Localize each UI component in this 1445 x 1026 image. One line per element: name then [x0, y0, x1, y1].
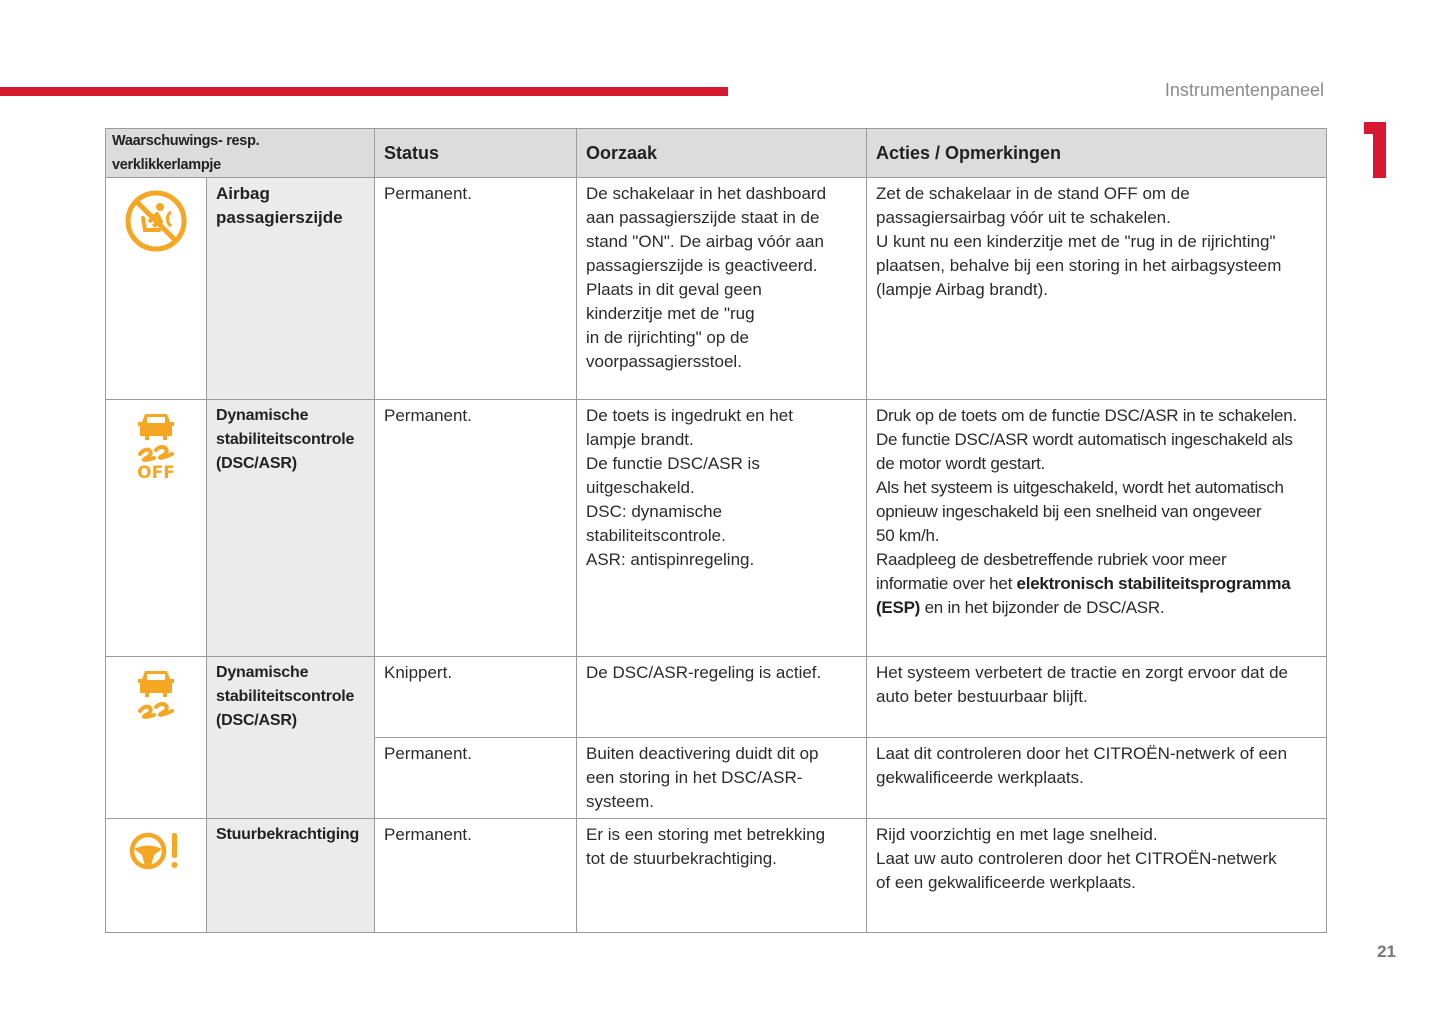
- action-line: 50 km/h.: [876, 526, 940, 545]
- lamp-name: Airbag passagierszijde: [207, 178, 375, 400]
- action-line: plaatsen, behalve bij een storing in het airbagsysteem: [876, 256, 1282, 275]
- cause-text: [577, 657, 867, 738]
- action-line: (lampje Airbag brandt).: [876, 280, 1048, 299]
- status-text: Permanent.: [375, 819, 577, 933]
- cause-line: voorpassagiersstoel.: [586, 352, 742, 371]
- actions-text: [867, 738, 1327, 819]
- cause-line: De DSC/ASR-regeling is actief.: [586, 663, 822, 682]
- action-line: [876, 596, 1317, 620]
- power-steering-warning-icon: [128, 829, 184, 873]
- column-header-status: Status: [375, 129, 577, 178]
- actions-text: [867, 657, 1327, 738]
- action-line: Raadpleeg de desbetreffende rubriek voor meer: [876, 550, 1227, 569]
- cause-line: De schakelaar in het dashboard: [586, 184, 827, 203]
- cause-line: DSC: dynamische: [586, 502, 723, 521]
- table-row-airbag: [106, 178, 1327, 400]
- action-line: opnieuw ingeschakeld bij een snelheid van ongeveer: [876, 502, 1262, 521]
- table-header-row: [106, 129, 1327, 178]
- action-line: gekwalificeerde werkplaats.: [876, 768, 1084, 787]
- table-row-power-steering: [106, 819, 1327, 933]
- action-line: [876, 572, 1317, 596]
- table-row-dsc-asr-blinking: [106, 657, 1327, 738]
- actions-text: [867, 400, 1327, 657]
- dsc-asr-off-icon: [134, 410, 178, 482]
- lamp-icon-cell: [106, 400, 207, 657]
- status-text: Knippert.: [375, 657, 577, 738]
- header-accent-bar: [0, 87, 728, 96]
- esp-abbrev: (ESP): [876, 598, 921, 617]
- cause-line: stabiliteitscontrole.: [586, 526, 726, 545]
- table-row-dsc-asr-off: [106, 400, 1327, 657]
- cause-text: [577, 738, 867, 819]
- svg-text:OFF: OFF: [137, 463, 175, 482]
- column-header-actions: Acties / Opmerkingen: [867, 129, 1327, 178]
- cause-line: kinderzitje met de "rug: [586, 304, 755, 323]
- lamp-icon-cell: [106, 819, 207, 933]
- status-text: Permanent.: [375, 178, 577, 400]
- cause-line: passagierszijde is geactiveerd.: [586, 256, 818, 275]
- column-header-lamp: Waarschuwings- resp. verklikkerlampje: [106, 129, 375, 178]
- page-number: 21: [1377, 942, 1396, 961]
- cause-line: Buiten deactivering duidt dit op: [586, 744, 819, 763]
- actions-text: [867, 819, 1327, 933]
- section-title: Instrumentenpaneel: [1164, 80, 1324, 100]
- cause-line: tot de stuurbekrachtiging.: [586, 849, 777, 868]
- lamp-icon-cell: [106, 178, 207, 400]
- cause-line: Er is een storing met betrekking: [586, 825, 826, 844]
- action-line: Laat dit controleren door het CITROËN-netwerk of een: [876, 744, 1288, 763]
- action-text: informatie over het: [876, 574, 1017, 593]
- action-line: Zet de schakelaar in de stand OFF om de: [876, 184, 1190, 203]
- action-line: de motor wordt gestart.: [876, 454, 1046, 473]
- actions-text: [867, 178, 1327, 400]
- cause-line: in de rijrichting" op de: [586, 328, 749, 347]
- cause-line: uitgeschakeld.: [586, 478, 695, 497]
- dsc-asr-icon: [134, 667, 178, 721]
- lamp-icon-cell: [106, 657, 207, 819]
- cause-line: ASR: antispinregeling.: [586, 550, 755, 569]
- action-line: U kunt nu een kinderzitje met de "rug in de rijrichting": [876, 232, 1276, 251]
- action-line: Druk op de toets om de functie DSC/ASR in te schakelen.: [876, 406, 1297, 425]
- action-line: Het systeem verbetert de tractie en zorgt ervoor dat de: [876, 663, 1288, 682]
- lamp-name: Dynamische stabiliteitscontrole (DSC/ASR): [207, 400, 375, 657]
- action-line: auto beter bestuurbaar blijft.: [876, 687, 1088, 706]
- action-line: Laat uw auto controleren door het CITROËN-netwerk: [876, 849, 1277, 868]
- cause-text: [577, 819, 867, 933]
- cause-line: lampje brandt.: [586, 430, 694, 449]
- action-line: Rijd voorzichtig en met lage snelheid.: [876, 825, 1158, 844]
- esp-link-text: elektronisch stabiliteitsprogramma: [1016, 574, 1291, 593]
- lamp-name: Stuurbekrachtiging: [207, 819, 375, 933]
- status-text: Permanent.: [375, 400, 577, 657]
- chapter-number-badge: [1362, 122, 1388, 178]
- column-header-cause: Oorzaak: [577, 129, 867, 178]
- cause-line: systeem.: [586, 792, 655, 811]
- action-line: De functie DSC/ASR wordt automatisch ingeschakeld als: [876, 430, 1293, 449]
- cause-line: een storing in het DSC/ASR-: [586, 768, 803, 787]
- cause-line: stand "ON". De airbag vóór aan: [586, 232, 824, 251]
- cause-line: Plaats in dit geval geen: [586, 280, 762, 299]
- cause-line: De toets is ingedrukt en het: [586, 406, 793, 425]
- action-text: en in het bijzonder de DSC/ASR.: [920, 598, 1165, 617]
- cause-line: aan passagierszijde staat in de: [586, 208, 820, 227]
- action-line: passagiersairbag vóór uit te schakelen.: [876, 208, 1171, 227]
- action-line: of een gekwalificeerde werkplaats.: [876, 873, 1136, 892]
- lamp-name: Dynamische stabiliteitscontrole (DSC/ASR): [207, 657, 375, 819]
- cause-text: [577, 178, 867, 400]
- warning-lamps-table: [105, 128, 1327, 933]
- cause-line: De functie DSC/ASR is: [586, 454, 760, 473]
- cause-text: [577, 400, 867, 657]
- airbag-passenger-off-icon: [123, 188, 189, 254]
- status-text: Permanent.: [375, 738, 577, 819]
- action-line: Als het systeem is uitgeschakeld, wordt het automatisch: [876, 478, 1284, 497]
